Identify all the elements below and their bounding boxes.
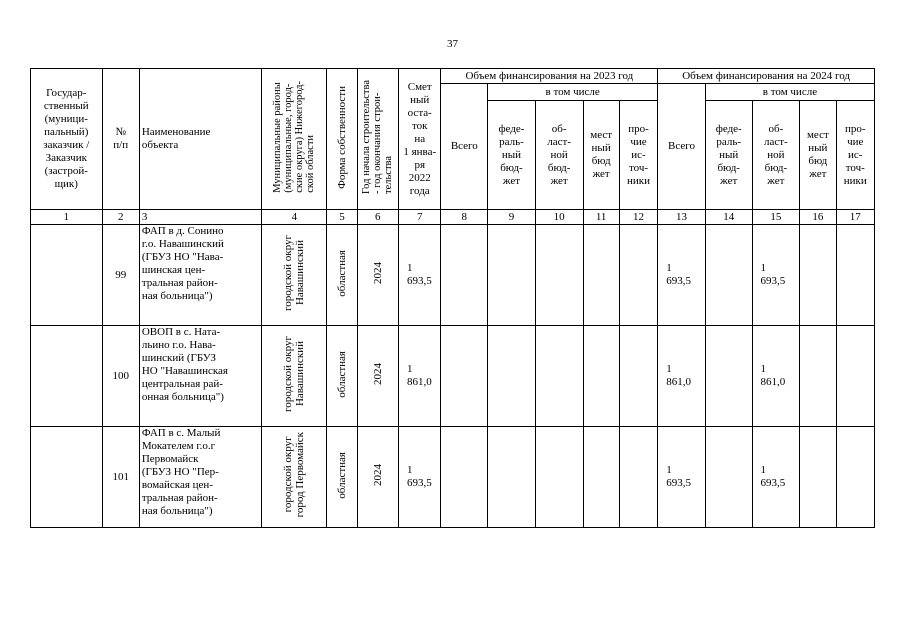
column-number: 2 <box>102 210 139 225</box>
cell-regional-2023 <box>535 225 583 326</box>
column-number: 3 <box>139 210 261 225</box>
header-other-2023: про- чие ис- точ- ники <box>619 101 657 210</box>
cell-district: городской округ город Первомайск <box>262 427 327 528</box>
cell-other-2024 <box>836 427 875 528</box>
cell-total-2023 <box>441 225 488 326</box>
column-number: 4 <box>262 210 327 225</box>
cell-local-2023 <box>583 225 619 326</box>
header-years: Год начала строительства - год окончания строи- тельства <box>357 69 398 210</box>
cell-estimate: 1 861,0 <box>398 326 441 427</box>
cell-regional-2023 <box>535 326 583 427</box>
cell-regional-2023 <box>535 427 583 528</box>
table-row <box>31 225 875 326</box>
cell-federal-2024 <box>705 225 752 326</box>
cell-local-2023 <box>583 427 619 528</box>
column-number: 13 <box>658 210 706 225</box>
cell-regional-2024: 1 693,5 <box>752 427 800 528</box>
header-regional-2023: об- ласт- ной бюд- жет <box>535 101 583 210</box>
cell-year: 2024 <box>357 225 398 326</box>
header-total-2023: Всего <box>441 84 488 210</box>
financing-table <box>30 68 875 528</box>
header-local-2023: мест ный бюд жет <box>583 101 619 210</box>
header-name: Наименование объекта <box>139 69 261 210</box>
cell-federal-2024 <box>705 427 752 528</box>
cell-federal-2023 <box>488 326 536 427</box>
column-number: 1 <box>31 210 103 225</box>
cell-other-2023 <box>619 427 657 528</box>
cell-estimate: 1 693,5 <box>398 225 441 326</box>
header-ownership: Форма собственности <box>327 69 357 210</box>
column-number: 10 <box>535 210 583 225</box>
cell-local-2024 <box>800 225 836 326</box>
cell-local-2024 <box>800 427 836 528</box>
header-district: Муниципальные районы (муниципальные, город- ские округа) Нижегород- ской области <box>262 69 327 210</box>
cell-federal-2024 <box>705 326 752 427</box>
column-number: 7 <box>398 210 441 225</box>
header-federal-2023: феде- раль- ный бюд- жет <box>488 101 536 210</box>
cell-num: 101 <box>102 427 139 528</box>
cell-ownership: областная <box>327 326 357 427</box>
column-number: 12 <box>619 210 657 225</box>
table-row <box>31 427 875 528</box>
cell-district: городской округ Навашинский <box>262 326 327 427</box>
header-incl-2023: в том числе <box>488 84 658 101</box>
column-number: 5 <box>327 210 357 225</box>
cell-federal-2023 <box>488 427 536 528</box>
cell-total-2024: 1 693,5 <box>658 225 706 326</box>
column-number: 14 <box>705 210 752 225</box>
cell-local-2024 <box>800 326 836 427</box>
cell-ownership: областная <box>327 427 357 528</box>
cell-other-2023 <box>619 225 657 326</box>
column-number: 6 <box>357 210 398 225</box>
header-num: № п/п <box>102 69 139 210</box>
cell-regional-2024: 1 693,5 <box>752 225 800 326</box>
column-number: 9 <box>488 210 536 225</box>
cell-num: 99 <box>102 225 139 326</box>
cell-other-2024 <box>836 225 875 326</box>
cell-name: ОВОП в с. Ната- льино г.о. Нава- шинский (ГБУЗ НО "Навашинская центральная рай- онная больница") <box>139 326 261 427</box>
cell-other-2023 <box>619 326 657 427</box>
cell-district: городской округ Навашинский <box>262 225 327 326</box>
cell-local-2023 <box>583 326 619 427</box>
header-total-2024: Всего <box>658 84 706 210</box>
cell-customer <box>31 225 103 326</box>
header-federal-2024: феде- раль- ный бюд- жет <box>705 101 752 210</box>
cell-name: ФАП в д. Сонино г.о. Навашинский (ГБУЗ НО "Нава- шинская цен- тральная район- ная больница") <box>139 225 261 326</box>
header-other-2024: про- чие ис- точ- ники <box>836 101 875 210</box>
cell-other-2024 <box>836 326 875 427</box>
cell-customer <box>31 427 103 528</box>
header-row-1 <box>31 69 875 84</box>
header-customer: Государ- ственный (муници- пальный) заказчик / Заказчик (застрой- щик) <box>31 69 103 210</box>
cell-regional-2024: 1 861,0 <box>752 326 800 427</box>
header-local-2024: мест ный бюд жет <box>800 101 836 210</box>
column-number: 8 <box>441 210 488 225</box>
cell-total-2024: 1 693,5 <box>658 427 706 528</box>
cell-year: 2024 <box>357 427 398 528</box>
column-numbers-row <box>31 210 875 225</box>
cell-num: 100 <box>102 326 139 427</box>
header-regional-2024: об- ласт- ной бюд- жет <box>752 101 800 210</box>
table-row <box>31 326 875 427</box>
cell-total-2024: 1 861,0 <box>658 326 706 427</box>
cell-year: 2024 <box>357 326 398 427</box>
header-fin-2024: Объем финансирования на 2024 год <box>658 69 875 84</box>
page-number: 37 <box>447 38 458 50</box>
header-fin-2023: Объем финансирования на 2023 год <box>441 69 658 84</box>
column-number: 17 <box>836 210 875 225</box>
column-number: 16 <box>800 210 836 225</box>
header-incl-2024: в том числе <box>705 84 874 101</box>
cell-name: ФАП в с. Малый Мокателем г.о.г Первомайск (ГБУЗ НО "Пер- вомайская цен- тральная район- ная больница") <box>139 427 261 528</box>
cell-federal-2023 <box>488 225 536 326</box>
header-estimate: Смет ный оста- ток на 1 янва- ря 2022 года <box>398 69 441 210</box>
cell-ownership: областная <box>327 225 357 326</box>
cell-estimate: 1 693,5 <box>398 427 441 528</box>
cell-customer <box>31 326 103 427</box>
column-number: 11 <box>583 210 619 225</box>
cell-total-2023 <box>441 427 488 528</box>
column-number: 15 <box>752 210 800 225</box>
cell-total-2023 <box>441 326 488 427</box>
